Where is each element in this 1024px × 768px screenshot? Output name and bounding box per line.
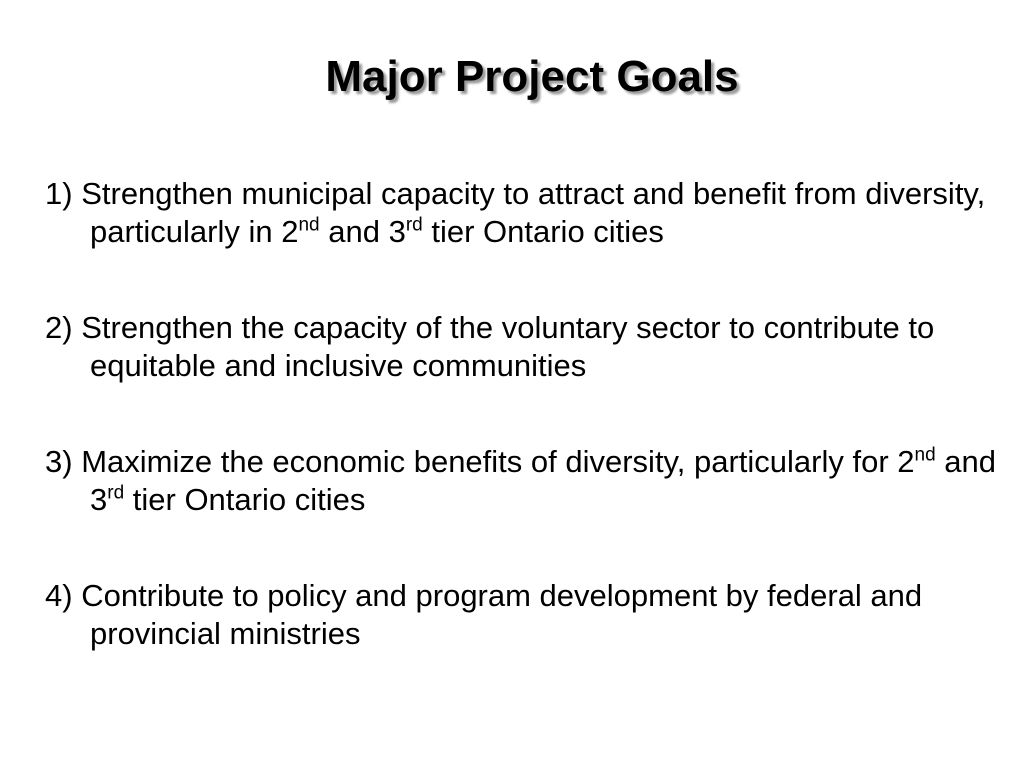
goal-text: Strengthen municipal capacity to attract and benefit from diversity, particularly in 2 [81,176,986,249]
goal-text: Strengthen the capacity of the voluntary sector to contribute to equitable and inclusive communities [81,310,935,383]
goal-superscript: nd [914,444,936,466]
slide-title: Major Project Goals [325,52,739,101]
goals-list [45,175,1015,711]
goal-item-2 [45,309,1015,385]
goal-number: 2) [45,310,73,345]
goal-number: 3) [45,444,73,479]
goal-item-4 [45,577,1015,653]
goal-text: tier Ontario cities [422,214,664,249]
goal-text: Contribute to policy and program development by federal and provincial ministries [81,578,923,651]
goal-superscript: nd [298,214,320,236]
goal-number: 4) [45,578,73,613]
goal-text: and 3 [319,214,406,249]
goal-text: and 3 [90,444,996,517]
goal-text: Maximize the economic benefits of diversity, particularly for 2 [81,444,915,479]
goal-superscript: rd [405,214,423,236]
goal-superscript: rd [107,482,125,504]
goal-item-1 [45,175,1015,251]
goal-text: tier Ontario cities [124,482,366,517]
goal-number: 1) [45,176,73,211]
goal-item-3 [45,443,1015,519]
